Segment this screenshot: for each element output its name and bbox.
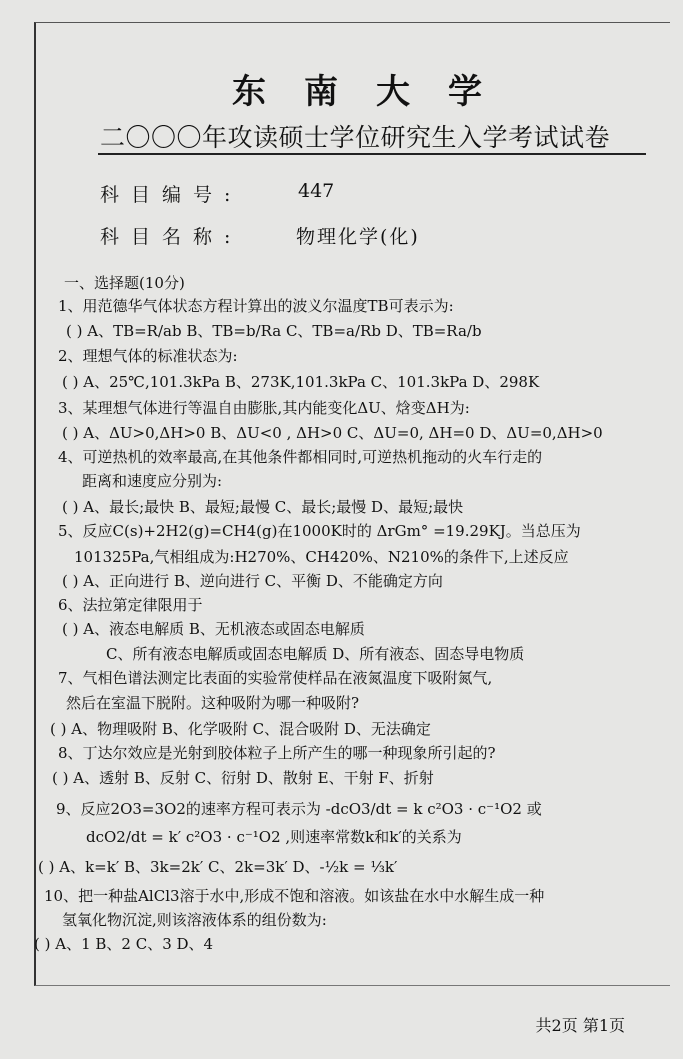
question-9-stem-line2: dcO2/dt = k′ c²O3 · c⁻¹O2 ,则速率常数k和k′的关系为 — [86, 828, 462, 846]
question-5-stem-line1: 5、反应C(s)+2H2(g)=CH4(g)在1000K时的 ΔrGm° =19.29KJ。当总压为 — [58, 522, 581, 540]
subject-code-value: 447 — [298, 180, 335, 202]
question-9-stem-line1: 9、反应2O3=3O2的速率方程可表示为 -dcO3/dt = k c²O3 · c⁻¹O2 或 — [56, 800, 542, 818]
subject-name-label: 科目名称: — [100, 226, 243, 248]
question-3-stem: 3、某理想气体进行等温自由膨胀,其内能变化ΔU、焓变ΔH为: — [58, 399, 470, 417]
question-7-stem-line2: 然后在室温下脱附。这种吸附为哪一种吸附? — [66, 694, 360, 712]
question-6-options-line2: C、所有液态电解质或固态电解质 D、所有液态、固态导电物质 — [106, 645, 525, 663]
question-6-stem: 6、法拉第定律限用于 — [58, 596, 203, 614]
question-3-options: ( ) A、ΔU>0,ΔH>0 B、ΔU<0 , ΔH>0 C、ΔU=0, ΔH=0 D、ΔU=0,ΔH>0 — [62, 424, 603, 442]
question-7-options: ( ) A、物理吸附 B、化学吸附 C、混合吸附 D、无法确定 — [50, 720, 431, 738]
section-title: 一、选择题(10分) — [64, 274, 185, 292]
subject-name-value: 物理化学(化) — [296, 226, 420, 248]
question-10-stem-line2: 氢氧化物沉淀,则该溶液体系的组份数为: — [62, 911, 327, 929]
question-8-stem: 8、丁达尔效应是光射到胶体粒子上所产生的哪一种现象所引起的? — [58, 744, 496, 762]
question-1-stem: 1、用范德华气体状态方程计算出的波义尔温度TB可表示为: — [58, 297, 454, 315]
title-underline — [98, 153, 646, 155]
university-name: 东南大学 — [232, 72, 520, 112]
page-number: 共2页 第1页 — [535, 1016, 625, 1035]
question-2-options: ( ) A、25℃,101.3kPa B、273K,101.3kPa C、101.3kPa D、298K — [62, 373, 540, 391]
question-5-options: ( ) A、正向进行 B、逆向进行 C、平衡 D、不能确定方向 — [62, 572, 443, 590]
exam-title: 二〇〇〇年攻读硕士学位研究生入学考试试卷 — [100, 123, 611, 152]
question-8-options: ( ) A、透射 B、反射 C、衍射 D、散射 E、干射 F、折射 — [52, 769, 434, 787]
question-9-options: ( ) A、k=k′ B、3k=2k′ C、2k=3k′ D、-½k = ⅓k′ — [38, 858, 398, 876]
question-4-stem-line1: 4、可逆热机的效率最高,在其他条件都相同时,可逆热机拖动的火车行走的 — [58, 448, 543, 466]
question-4-stem-line2: 距离和速度应分别为: — [82, 472, 223, 490]
question-6-options-line1: ( ) A、液态电解质 B、无机液态或固态电解质 — [62, 620, 365, 638]
question-5-stem-line2: 101325Pa,气相组成为:H270%、CH420%、N210%的条件下,上述反应 — [74, 548, 569, 566]
question-10-stem-line1: 10、把一种盐AlCl3溶于水中,形成不饱和溶液。如该盐在水中水解生成一种 — [44, 887, 545, 905]
question-2-stem: 2、理想气体的标准状态为: — [58, 347, 238, 365]
question-1-options: ( ) A、TB=R/ab B、TB=b/Ra C、TB=a/Rb D、TB=Ra/b — [66, 322, 482, 340]
question-7-stem-line1: 7、气相色谱法测定比表面的实验常使样品在液氮温度下吸附氮气, — [58, 669, 493, 687]
subject-code-label: 科目编号: — [100, 184, 243, 206]
question-10-options: ( ) A、1 B、2 C、3 D、4 — [34, 935, 214, 953]
question-4-options: ( ) A、最长;最快 B、最短;最慢 C、最长;最慢 D、最短;最快 — [62, 498, 464, 516]
